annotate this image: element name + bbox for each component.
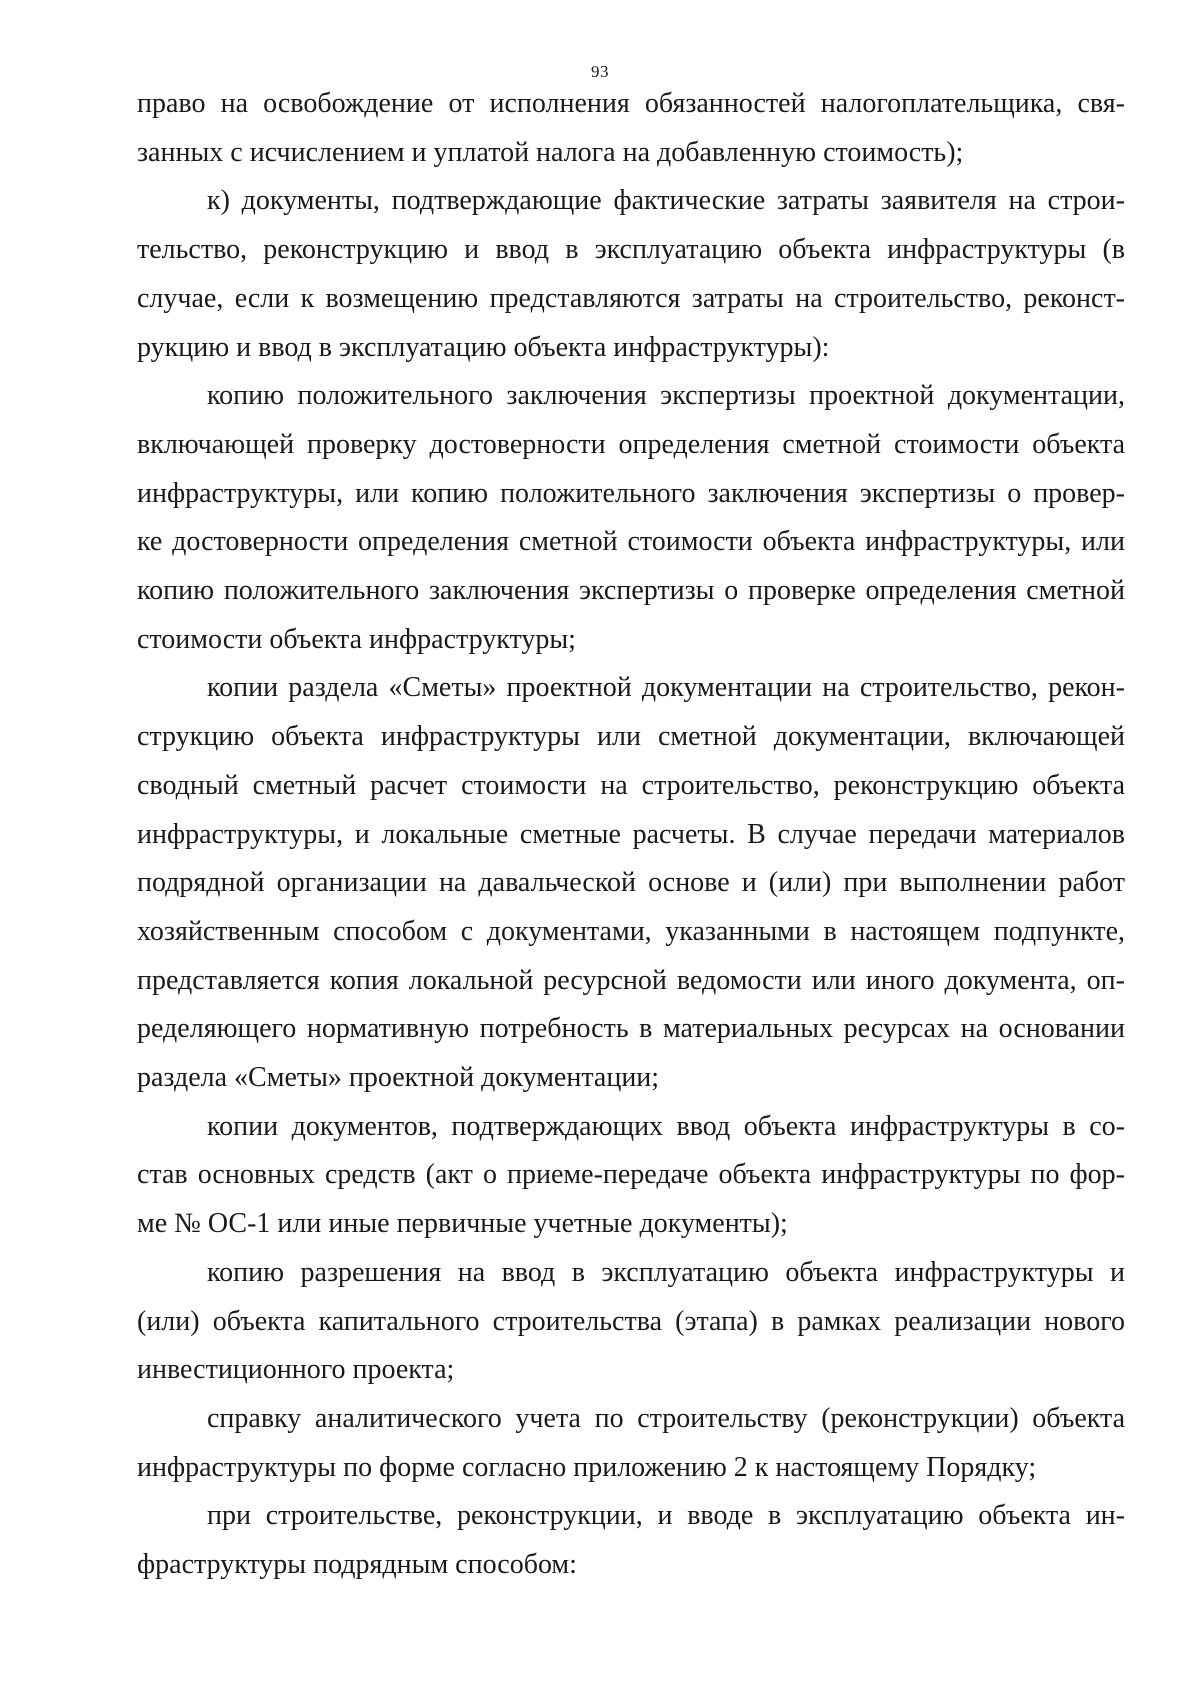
text-line: став основных средств (акт о приеме-передаче объекта инфраструктуры по фор- [137,1159,1125,1191]
text-line: копию положительного заключения экспертизы проектной документации, [207,380,1125,412]
text-line: инфраструктуры по форме согласно приложению 2 к настоящему Порядку; [137,1451,1037,1483]
text-line: стоимости объекта инфраструктуры; [137,623,576,655]
text-line: представляется копия локальной ресурсной ведомости или иного документа, оп- [137,964,1125,996]
text-line: раздела «Сметы» проектной документации; [137,1062,660,1094]
text-line: инвестиционного проекта; [137,1354,455,1386]
text-line: инфраструктуры, или копию положительного заключения экспертизы о провер- [137,477,1125,509]
text-line: справку аналитического учета по строительству (реконструкции) объекта [207,1402,1125,1434]
text-line: занных с исчислением и уплатой налога на добавленную стоимость); [137,136,964,168]
text-line: копии документов, подтверждающих ввод объекта инфраструктуры в со- [207,1110,1125,1142]
text-line: право на освобождение от исполнения обязанностей налогоплательщика, свя- [137,88,1125,119]
text-line: копию разрешения на ввод в эксплуатацию объекта инфраструктуры и [207,1256,1125,1288]
text-line: сводный сметный расчет стоимости на строительство, реконструкцию объекта [137,769,1125,801]
text-line: подрядной организации на давальческой основе и (или) при выполнении работ [137,867,1125,899]
text-line: ме № ОС-1 или иные первичные учетные документы); [137,1208,788,1240]
text-line: рукцию и ввод в эксплуатацию объекта инфраструктуры): [137,331,830,363]
document-text-body [137,80,1125,1590]
text-line: (или) объекта капитального строительства (этапа) в рамках реализации нового [137,1305,1125,1337]
text-line: при строительстве, реконструкции, и вводе в эксплуатацию объекта ин- [207,1500,1125,1532]
text-line: фраструктуры подрядным способом: [137,1549,577,1581]
text-line: случае, если к возмещению представляются затраты на строительство, реконст- [137,282,1125,314]
page-number: 93 [591,62,609,81]
text-line: ке достоверности определения сметной стоимости объекта инфраструктуры, или [137,526,1125,558]
text-line: тельство, реконструкцию и ввод в эксплуатацию объекта инфраструктуры (в [137,234,1125,266]
text-line: копии раздела «Сметы» проектной документации на строительство, рекон- [207,672,1125,704]
text-line: копию положительного заключения экспертизы о проверке определения сметной [137,575,1125,607]
text-line: ределяющего нормативную потребность в материальных ресурсах на основании [137,1013,1125,1045]
text-line: струкцию объекта инфраструктуры или сметной документации, включающей [137,721,1125,753]
text-line: к) документы, подтверждающие фактические затраты заявителя на строи- [207,185,1125,217]
text-line: хозяйственным способом с документами, указанными в настоящем подпункте, [137,915,1125,947]
text-line: инфраструктуры, и локальные сметные расчеты. В случае передачи материалов [137,818,1125,850]
text-line: включающей проверку достоверности определения сметной стоимости объекта [137,428,1125,460]
